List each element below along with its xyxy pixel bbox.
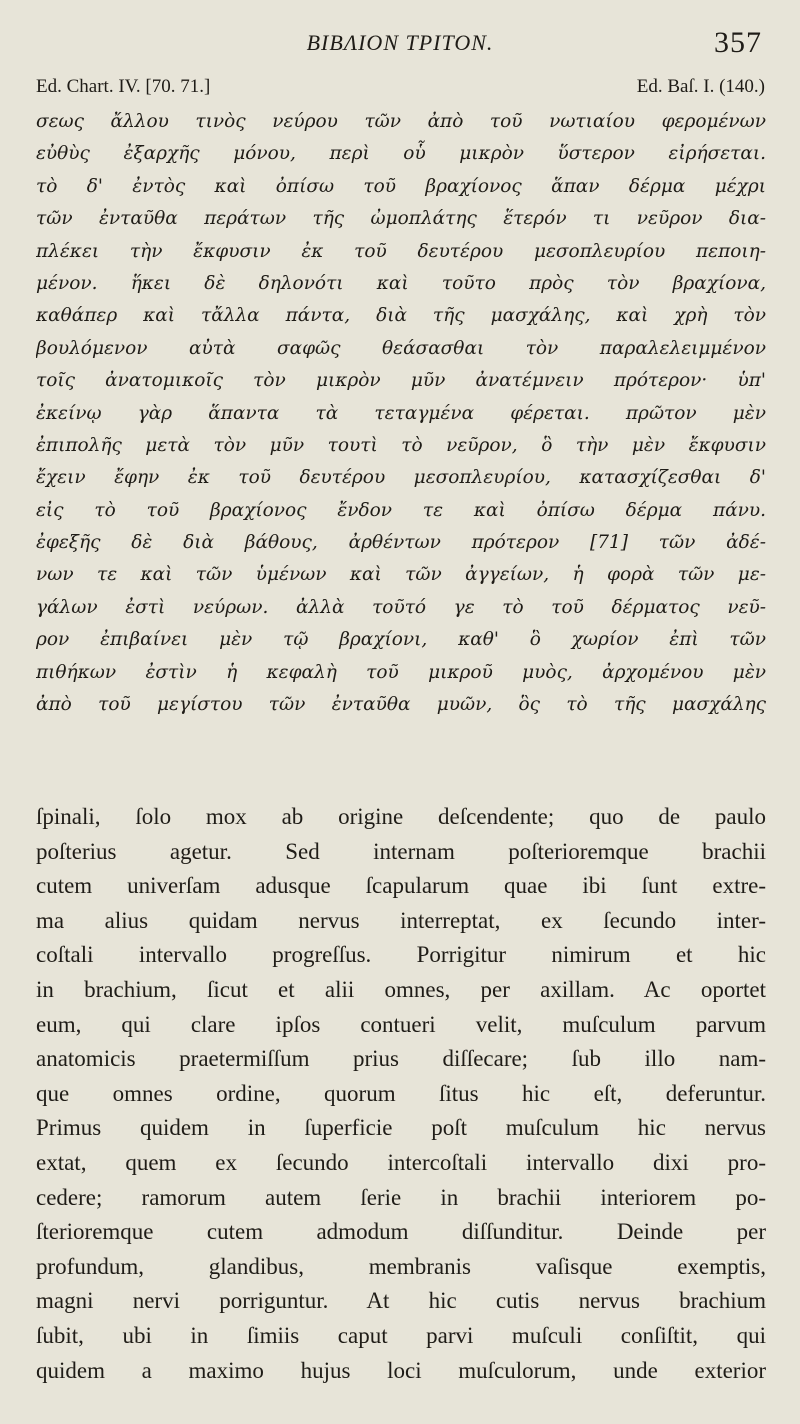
latin-text-line: coſtali intervallo progreſſus. Porrigitur nimirum et hic — [36, 942, 766, 968]
latin-text-line: poſterius agetur. Sed internam poſterioremque brachii — [36, 838, 766, 864]
greek-text-line: καθάπερ καὶ τἄλλα πάντα, διὰ τῆς μασχάλης, καὶ χρὴ τὸν — [36, 305, 766, 327]
greek-text-line: τοῖς ἀνατομικοῖς τὸν μικρὸν μῦν ἀνατέμνειν πρότερον· ὑπ' — [36, 370, 766, 392]
greek-text-block — [36, 106, 766, 721]
page-header — [0, 26, 800, 66]
latin-text-line: ſterioremque cutem admodum diſſunditur. Deinde per — [36, 1219, 766, 1245]
latin-text-line: anatomicis praetermiſſum prius diſſecare; ſub illo nam- — [36, 1046, 766, 1072]
greek-text-line: πλέκει τὴν ἔκφυσιν ἐκ τοῦ δευτέρου μεσοπλευρίου πεποιη- — [36, 240, 766, 262]
latin-text-line: magni nervi porriguntur. At hic cutis nervus brachium — [36, 1288, 766, 1314]
greek-text-line: τῶν ἐνταῦθα περάτων τῆς ὠμοπλάτης ἕτερόν τι νεῦρον δια- — [36, 208, 766, 230]
greek-text-line: ἐπιπολῆς μετὰ τὸν μῦν τουτὶ τὸ νεῦρον, ὃ τὴν μὲν ἔκφυσιν — [36, 434, 766, 456]
latin-text-line: que omnes ordine, quorum ſitus hic eſt, deferuntur. — [36, 1080, 766, 1106]
greek-text-line: βουλόμενον αὐτὰ σαφῶς θεάσασθαι τὸν παραλελειμμένον — [36, 337, 766, 359]
latin-text-line: cedere; ramorum autem ſerie in brachii interiorem po- — [36, 1184, 766, 1210]
latin-text-line: ſubit, ubi in ſimiis caput parvi muſculi conſiſtit, qui — [36, 1322, 766, 1348]
latin-text-line: ma alius quidam nervus interreptat, ex ſecundo inter- — [36, 907, 766, 933]
greek-text-line: ρον ἐπιβαίνει μὲν τῷ βραχίονι, καθ' ὃ χωρίον ἐπὶ τῶν — [36, 629, 766, 651]
page-number: 357 — [714, 26, 762, 59]
edition-references — [36, 76, 765, 104]
greek-text-line: εὐθὺς ἐξαρχῆς μόνου, περὶ οὗ μικρὸν ὕστερον εἰρήσεται. — [36, 143, 766, 165]
running-title: BIBΛIOΝ ΤΡΙΤΟΝ. — [306, 30, 494, 55]
greek-text-line: τὸ δ' ἐντὸς καὶ ὀπίσω τοῦ βραχίονος ἅπαν δέρμα μέχρι — [36, 175, 766, 197]
latin-text-line: quidem a maximo hujus loci muſculorum, unde exterior — [36, 1357, 766, 1383]
greek-text-line: ἐφεξῆς δὲ διὰ βάθους, ἀρθέντων πρότερον [71] τῶν ἀδέ- — [36, 532, 766, 554]
greek-text-line: εἰς τὸ τοῦ βραχίονος ἔνδον τε καὶ ὀπίσω δέρμα πάνυ. — [36, 499, 766, 521]
latin-text-line: extat, quem ex ſecundo intercoſtali intervallo dixi pro- — [36, 1149, 766, 1175]
latin-text-line: profundum, glandibus, membranis vaſisque exemptis, — [36, 1253, 766, 1279]
latin-text-line: cutem univerſam adusque ſcapularum quae ibi ſunt extre- — [36, 873, 766, 899]
latin-text-line: ſpinali, ſolo mox ab origine deſcendente; quo de paulo — [36, 804, 766, 829]
edition-reference-chartier: Ed. Chart. IV. [70. 71.] — [36, 76, 211, 97]
greek-text-line: γάλων ἐστὶ νεύρων. ἀλλὰ τοῦτό γε τὸ τοῦ δέρματος νεῦ- — [36, 596, 766, 618]
greek-text-line: πιθήκων ἐστὶν ἡ κεφαλὴ τοῦ μικροῦ μυὸς, ἀρχομένου μὲν — [36, 661, 766, 683]
greek-text-line: ἐκείνῳ γὰρ ἅπαντα τὰ τεταγμένα φέρεται. πρῶτον μὲν — [36, 402, 766, 424]
edition-reference-basel: Ed. Baſ. I. (140.) — [636, 76, 765, 97]
greek-text-line: ἀπὸ τοῦ μεγίστου τῶν ἐνταῦθα μυῶν, ὃς τὸ τῆς μασχάλης — [36, 694, 766, 716]
greek-text-line: σεως ἄλλου τινὸς νεύρου τῶν ἀπὸ τοῦ νωτιαίου φερομένων — [36, 111, 766, 132]
latin-text-line: Primus quidem in ſuperficie poſt muſculum hic nervus — [36, 1115, 766, 1141]
latin-text-line: eum, qui clare ipſos contueri velit, muſculum parvum — [36, 1011, 766, 1037]
latin-text-line: in brachium, ſicut et alii omnes, per axillam. Ac oportet — [36, 976, 766, 1002]
greek-text-line: νων τε καὶ τῶν ὑμένων καὶ τῶν ἀγγείων, ἡ φορὰ τῶν με- — [36, 564, 766, 586]
greek-text-line: μένον. ἥκει δὲ δηλονότι καὶ τοῦτο πρὸς τὸν βραχίονα, — [36, 272, 766, 294]
greek-text-line: ἔχειν ἔφην ἐκ τοῦ δευτέρου μεσοπλευρίου, κατασχίζεσθαι δ' — [36, 467, 766, 489]
latin-text-block — [36, 800, 766, 1388]
